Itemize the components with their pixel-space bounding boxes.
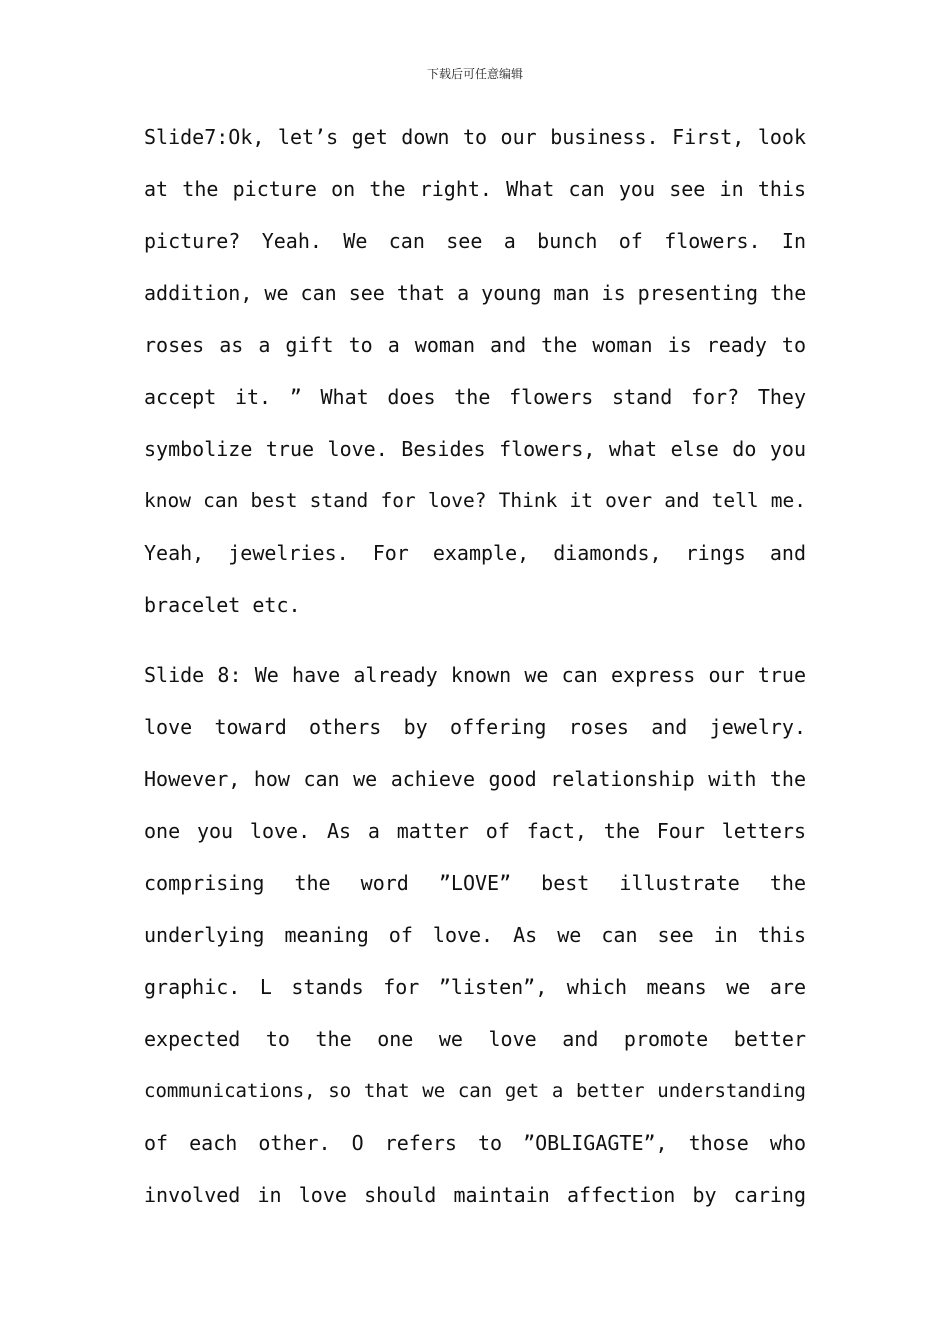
text-line: symbolize true love. Besides flowers, what else do you xyxy=(144,437,806,461)
text-line: expected to the one we love and promote better xyxy=(144,1027,806,1051)
text-line: roses as a gift to a woman and the woman is ready to xyxy=(144,333,806,357)
text-line: addition, we can see that a young man is presenting the xyxy=(144,281,807,305)
text-line: Slide 8: We have already known we can express our true xyxy=(144,663,806,687)
text-line: Yeah, jewelries. For example, diamonds, rings and xyxy=(144,541,806,565)
text-line: underlying meaning of love. As we can see in this xyxy=(144,923,806,947)
text-line: communications, so that we can get a better understanding xyxy=(144,1080,806,1102)
text-line: know can best stand for love? Think it over and tell me. xyxy=(144,489,806,512)
text-line: graphic. L stands for ”listen”, which means we are xyxy=(144,975,806,999)
text-line: at the picture on the right. What can you see in this xyxy=(144,177,806,201)
paragraph-slide7 xyxy=(144,111,806,631)
text-line: picture? Yeah. We can see a bunch of flowers. In xyxy=(144,229,806,253)
text-line: of each other. O refers to ”OBLIGAGTE”, those who xyxy=(144,1131,806,1155)
text-line: accept it. ” What does the flowers stand for? They xyxy=(144,385,806,409)
text-line: Slide7:Ok, let’s get down to our business. First, look xyxy=(144,125,806,149)
text-line: comprising the word ”LOVE” best illustrate the xyxy=(144,871,806,895)
text-line: love toward others by offering roses and jewelry. xyxy=(144,715,806,739)
text-line: bracelet etc. xyxy=(144,593,301,617)
text-line: involved in love should maintain affection by caring xyxy=(144,1183,806,1207)
paragraph-slide8 xyxy=(144,649,806,1221)
page-header: 下载后可任意编辑 xyxy=(426,67,523,81)
text-line: However, how can we achieve good relationship with the xyxy=(144,767,806,791)
text-line: one you love. As a matter of fact, the Four letters xyxy=(144,819,806,843)
